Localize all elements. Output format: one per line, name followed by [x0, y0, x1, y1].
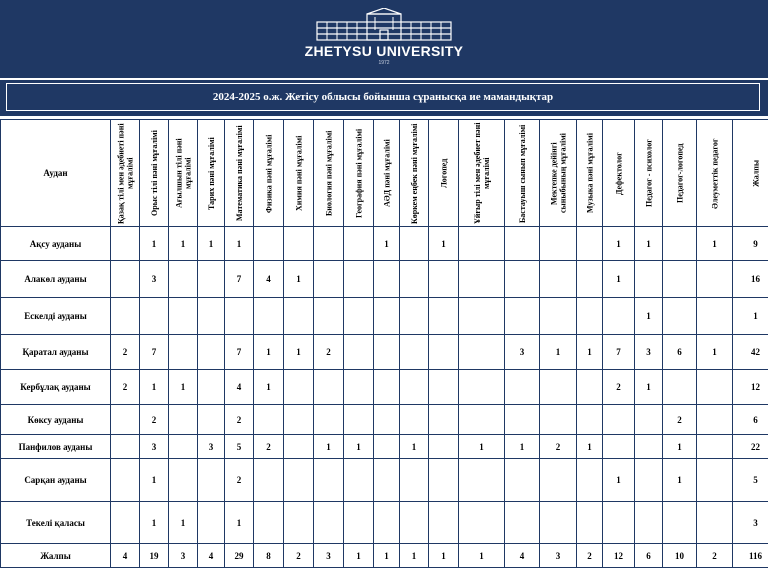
count-cell — [284, 459, 314, 502]
count-cell — [429, 459, 459, 502]
count-cell: 6 — [635, 544, 663, 568]
table-body — [1, 227, 768, 568]
header-row — [1, 120, 768, 227]
count-cell — [459, 459, 505, 502]
count-cell — [540, 405, 577, 435]
count-cell — [603, 502, 635, 544]
count-cell: 1 — [169, 370, 198, 405]
count-cell: 1 — [254, 370, 284, 405]
count-cell — [505, 261, 540, 298]
count-cell: 7 — [225, 261, 254, 298]
count-cell — [169, 405, 198, 435]
total-row — [1, 544, 768, 568]
count-cell: 1 — [663, 435, 697, 459]
count-cell: 1 — [505, 435, 540, 459]
logo-year: 1972 — [378, 60, 390, 66]
count-cell — [635, 502, 663, 544]
count-cell: 1 — [540, 335, 577, 370]
count-cell — [577, 370, 603, 405]
count-cell — [284, 502, 314, 544]
count-cell: 3 — [169, 544, 198, 568]
count-cell — [429, 261, 459, 298]
count-cell — [111, 459, 140, 502]
count-cell: 1 — [603, 261, 635, 298]
count-cell — [697, 435, 733, 459]
count-cell — [459, 502, 505, 544]
count-cell — [374, 405, 400, 435]
count-cell: 4 — [225, 370, 254, 405]
count-cell: 1 — [697, 335, 733, 370]
count-cell — [429, 405, 459, 435]
count-cell — [663, 298, 697, 335]
count-cell: 1 — [400, 544, 429, 568]
count-cell: 2 — [225, 405, 254, 435]
count-cell: 6 — [663, 335, 697, 370]
count-cell — [284, 298, 314, 335]
count-cell — [140, 298, 169, 335]
count-cell — [344, 459, 374, 502]
row-total-cell: 116 — [733, 544, 768, 568]
count-cell — [540, 298, 577, 335]
count-cell — [111, 435, 140, 459]
count-cell — [459, 261, 505, 298]
row-total-cell: 16 — [733, 261, 768, 298]
count-cell — [697, 261, 733, 298]
table-row — [1, 335, 768, 370]
count-cell — [111, 502, 140, 544]
table-row — [1, 370, 768, 405]
count-cell — [505, 298, 540, 335]
count-cell: 1 — [140, 502, 169, 544]
count-cell: 1 — [697, 227, 733, 261]
count-cell: 2 — [540, 435, 577, 459]
count-cell — [577, 459, 603, 502]
count-cell: 5 — [225, 435, 254, 459]
column-header: Музыка пәні мұғалімі — [577, 120, 603, 227]
count-cell — [635, 261, 663, 298]
count-cell — [540, 459, 577, 502]
table-head — [1, 120, 768, 227]
count-cell: 1 — [459, 435, 505, 459]
count-cell: 4 — [505, 544, 540, 568]
count-cell — [459, 227, 505, 261]
count-cell — [505, 370, 540, 405]
count-cell: 3 — [635, 335, 663, 370]
column-header: Ұйғыр тілі мен әдебиет пәні мұғалімі — [459, 120, 505, 227]
column-header: Қазақ тілі мен әдебиеті пәні мұғалімі — [111, 120, 140, 227]
count-cell — [577, 227, 603, 261]
count-cell — [459, 335, 505, 370]
count-cell — [284, 370, 314, 405]
count-cell — [198, 405, 225, 435]
count-cell: 4 — [254, 261, 284, 298]
count-cell: 1 — [140, 370, 169, 405]
count-cell: 1 — [314, 435, 344, 459]
table-row — [1, 459, 768, 502]
row-total-cell: 5 — [733, 459, 768, 502]
logo-text: ZHETYSU UNIVERSITY — [304, 43, 464, 59]
count-cell — [505, 405, 540, 435]
count-cell — [400, 261, 429, 298]
column-header: Педагог - психолог — [635, 120, 663, 227]
count-cell: 2 — [314, 335, 344, 370]
count-cell — [429, 370, 459, 405]
count-cell: 10 — [663, 544, 697, 568]
count-cell — [697, 298, 733, 335]
count-cell: 1 — [169, 502, 198, 544]
count-cell: 1 — [429, 227, 459, 261]
row-total-cell: 22 — [733, 435, 768, 459]
count-cell — [111, 261, 140, 298]
count-cell — [374, 261, 400, 298]
count-cell: 1 — [344, 435, 374, 459]
count-cell — [459, 298, 505, 335]
count-cell: 3 — [314, 544, 344, 568]
count-cell — [344, 370, 374, 405]
building-logo-icon — [309, 8, 459, 42]
count-cell — [429, 502, 459, 544]
demand-table — [0, 119, 768, 568]
count-cell — [198, 370, 225, 405]
count-cell — [374, 298, 400, 335]
count-cell — [540, 370, 577, 405]
count-cell — [169, 435, 198, 459]
count-cell — [254, 459, 284, 502]
count-cell — [254, 227, 284, 261]
count-cell: 3 — [540, 544, 577, 568]
count-cell — [429, 298, 459, 335]
row-total-cell: 12 — [733, 370, 768, 405]
count-cell — [663, 502, 697, 544]
column-header: Физика пәні мұғалімі — [254, 120, 284, 227]
table-row — [1, 227, 768, 261]
column-header: Тарих пәні мұғалімі — [198, 120, 225, 227]
count-cell — [344, 227, 374, 261]
district-name: Кербұлақ ауданы — [1, 370, 111, 405]
count-cell: 1 — [635, 227, 663, 261]
count-cell: 2 — [697, 544, 733, 568]
table-row — [1, 298, 768, 335]
title-bar — [0, 80, 768, 116]
count-cell — [198, 502, 225, 544]
district-name: Сарқан ауданы — [1, 459, 111, 502]
count-cell: 3 — [198, 435, 225, 459]
count-cell — [505, 227, 540, 261]
district-name: Алакөл ауданы — [1, 261, 111, 298]
column-header: Математика пәні мұғалімі — [225, 120, 254, 227]
count-cell: 1 — [344, 544, 374, 568]
count-cell — [374, 370, 400, 405]
count-cell — [314, 370, 344, 405]
count-cell — [169, 261, 198, 298]
header-banner — [0, 0, 768, 78]
count-cell: 1 — [169, 227, 198, 261]
column-header: Жалпы — [733, 120, 768, 227]
count-cell — [374, 459, 400, 502]
count-cell: 1 — [635, 298, 663, 335]
column-header: Әлеуметтік педагог — [697, 120, 733, 227]
count-cell: 2 — [225, 459, 254, 502]
count-cell: 1 — [429, 544, 459, 568]
count-cell: 2 — [603, 370, 635, 405]
count-cell — [314, 502, 344, 544]
count-cell — [198, 459, 225, 502]
district-name: Панфилов ауданы — [1, 435, 111, 459]
count-cell — [169, 459, 198, 502]
count-cell: 19 — [140, 544, 169, 568]
district-name: Ескелді ауданы — [1, 298, 111, 335]
count-cell — [697, 405, 733, 435]
count-cell — [577, 261, 603, 298]
column-header: Ағылшын тілі пәні мұғалімі — [169, 120, 198, 227]
count-cell — [459, 405, 505, 435]
count-cell — [225, 298, 254, 335]
district-name: Қаратал ауданы — [1, 335, 111, 370]
count-cell — [169, 335, 198, 370]
count-cell: 3 — [505, 335, 540, 370]
count-cell — [111, 298, 140, 335]
column-header: Бастауыш сынып мұғалімі — [505, 120, 540, 227]
row-total-cell: 42 — [733, 335, 768, 370]
district-name: Ақсу ауданы — [1, 227, 111, 261]
count-cell — [400, 459, 429, 502]
count-cell — [577, 298, 603, 335]
count-cell — [111, 227, 140, 261]
count-cell — [198, 298, 225, 335]
table-row — [1, 261, 768, 298]
count-cell — [400, 370, 429, 405]
count-cell: 1 — [577, 435, 603, 459]
table-row — [1, 405, 768, 435]
count-cell — [505, 502, 540, 544]
count-cell — [697, 502, 733, 544]
count-cell — [635, 459, 663, 502]
column-header: Химия пәні мұғалімі — [284, 120, 314, 227]
count-cell — [344, 502, 374, 544]
district-name: Көксу ауданы — [1, 405, 111, 435]
row-total-cell: 1 — [733, 298, 768, 335]
count-cell — [540, 227, 577, 261]
count-cell: 2 — [663, 405, 697, 435]
count-cell: 1 — [400, 435, 429, 459]
row-total-cell: 6 — [733, 405, 768, 435]
count-cell — [314, 298, 344, 335]
count-cell: 2 — [111, 335, 140, 370]
count-cell — [314, 261, 344, 298]
count-cell: 8 — [254, 544, 284, 568]
column-header: Мектепке дейінгі сыныбының мұғалімі — [540, 120, 577, 227]
count-cell — [603, 435, 635, 459]
count-cell: 1 — [254, 335, 284, 370]
count-cell — [374, 435, 400, 459]
count-cell — [374, 502, 400, 544]
count-cell: 29 — [225, 544, 254, 568]
count-cell — [374, 335, 400, 370]
table-row — [1, 502, 768, 544]
count-cell: 1 — [284, 335, 314, 370]
count-cell: 1 — [198, 227, 225, 261]
count-cell: 3 — [140, 435, 169, 459]
count-cell — [314, 405, 344, 435]
count-cell — [635, 405, 663, 435]
row-total-cell: 3 — [733, 502, 768, 544]
count-cell: 1 — [225, 502, 254, 544]
count-cell: 1 — [603, 227, 635, 261]
count-cell — [635, 435, 663, 459]
count-cell — [344, 298, 374, 335]
count-cell — [663, 370, 697, 405]
count-cell: 3 — [140, 261, 169, 298]
column-header: География пәні мұғалімі — [344, 120, 374, 227]
count-cell — [540, 261, 577, 298]
count-cell: 7 — [225, 335, 254, 370]
column-header: Биология пәні мұғалімі — [314, 120, 344, 227]
count-cell: 4 — [111, 544, 140, 568]
count-cell — [429, 435, 459, 459]
count-cell — [400, 335, 429, 370]
count-cell — [284, 435, 314, 459]
count-cell: 2 — [284, 544, 314, 568]
column-header: Логопед — [429, 120, 459, 227]
count-cell — [400, 227, 429, 261]
count-cell — [400, 502, 429, 544]
count-cell — [344, 335, 374, 370]
count-cell — [344, 261, 374, 298]
district-name: Жалпы — [1, 544, 111, 568]
count-cell: 2 — [577, 544, 603, 568]
count-cell — [663, 261, 697, 298]
count-cell: 2 — [111, 370, 140, 405]
count-cell — [254, 502, 284, 544]
count-cell — [577, 502, 603, 544]
row-total-cell: 9 — [733, 227, 768, 261]
count-cell: 1 — [374, 227, 400, 261]
count-cell: 7 — [603, 335, 635, 370]
count-cell — [697, 459, 733, 502]
count-cell — [284, 405, 314, 435]
count-cell — [603, 405, 635, 435]
count-cell — [663, 227, 697, 261]
column-header: Педагог-логопед — [663, 120, 697, 227]
column-header: АӘД пәні мұғалімі — [374, 120, 400, 227]
count-cell: 1 — [225, 227, 254, 261]
count-cell — [400, 298, 429, 335]
column-header: Дефектолог — [603, 120, 635, 227]
count-cell — [540, 502, 577, 544]
count-cell — [254, 405, 284, 435]
count-cell — [505, 459, 540, 502]
count-cell: 1 — [140, 227, 169, 261]
count-cell — [697, 370, 733, 405]
count-cell: 1 — [577, 335, 603, 370]
count-cell: 1 — [603, 459, 635, 502]
count-cell — [314, 227, 344, 261]
count-cell — [198, 261, 225, 298]
count-cell: 1 — [374, 544, 400, 568]
count-cell — [254, 298, 284, 335]
count-cell: 4 — [198, 544, 225, 568]
table-row — [1, 435, 768, 459]
column-header: Көркем еңбек пәні мұғалімі — [400, 120, 429, 227]
count-cell: 7 — [140, 335, 169, 370]
count-cell — [400, 405, 429, 435]
count-cell: 1 — [459, 544, 505, 568]
count-cell — [314, 459, 344, 502]
university-logo — [300, 8, 468, 74]
count-cell: 1 — [284, 261, 314, 298]
count-cell — [111, 405, 140, 435]
count-cell — [344, 405, 374, 435]
district-name: Текелі қаласы — [1, 502, 111, 544]
count-cell: 2 — [140, 405, 169, 435]
count-cell — [429, 335, 459, 370]
count-cell — [603, 298, 635, 335]
count-cell — [169, 298, 198, 335]
count-cell: 2 — [254, 435, 284, 459]
column-header: Орыс тілі пәні мұғалімі — [140, 120, 169, 227]
count-cell — [284, 227, 314, 261]
count-cell: 1 — [140, 459, 169, 502]
district-column-header: Аудан — [1, 120, 111, 227]
count-cell — [577, 405, 603, 435]
count-cell: 1 — [663, 459, 697, 502]
page-title: 2024-2025 о.ж. Жетісу облысы бойынша сұранысқа ие мамандықтар — [6, 83, 760, 111]
count-cell: 1 — [635, 370, 663, 405]
count-cell — [459, 370, 505, 405]
count-cell: 12 — [603, 544, 635, 568]
count-cell — [198, 335, 225, 370]
